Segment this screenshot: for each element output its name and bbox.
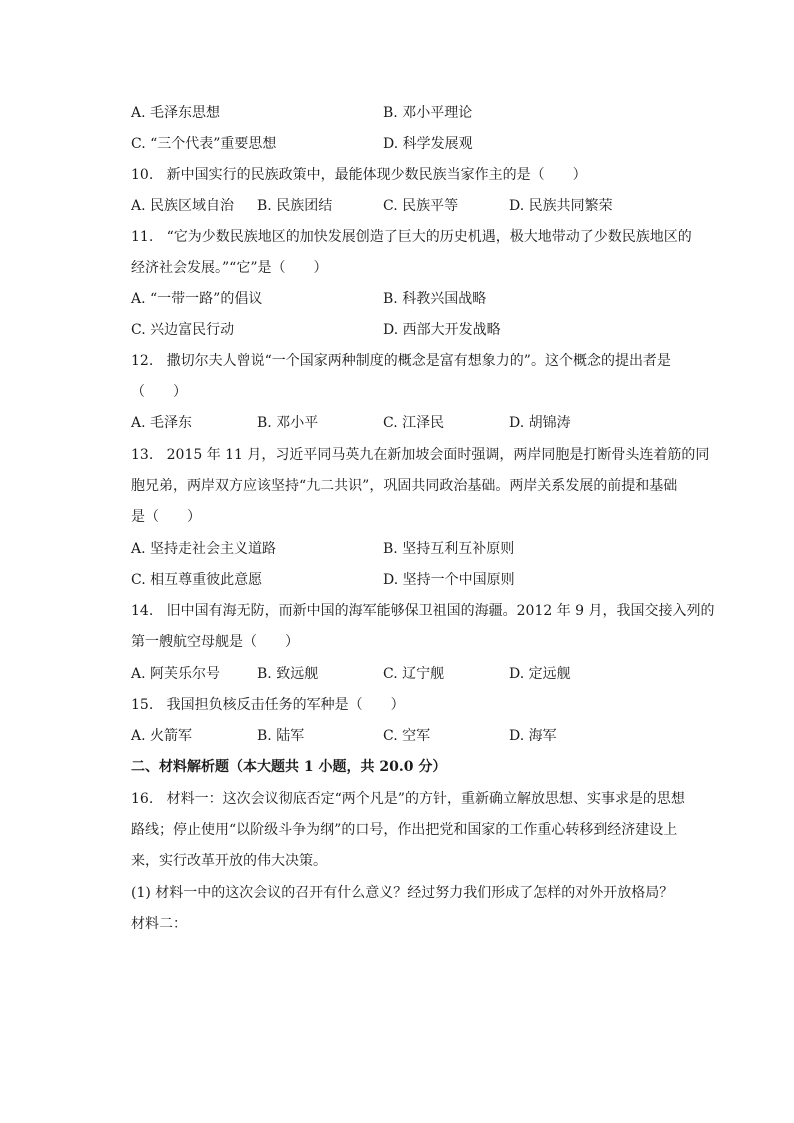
q12-number: 12. — [131, 353, 154, 369]
q11-stem-line-1 — [131, 226, 701, 248]
q14-option-a: A. 阿芙乐尔号 — [131, 666, 221, 682]
section-title: 二、材料解析题（本大题共 1 小题，共 20.0 分） — [131, 759, 447, 775]
q11-option-c: C. 兴边富民行动 — [131, 322, 235, 338]
q12-options-row — [131, 412, 701, 434]
q9-options-row-1 — [131, 102, 701, 124]
q16-material2-label — [131, 913, 701, 935]
q13-options-row-1 — [131, 538, 701, 560]
q13-option-d: D. 坚持一个中国原则 — [383, 572, 515, 588]
q13-number: 13. — [131, 447, 154, 463]
q15-number: 15. — [131, 697, 154, 713]
q13-options-row-2 — [131, 569, 701, 591]
q11-stem-line-2 — [131, 257, 701, 279]
q13-stem-line-1 — [131, 444, 710, 466]
q12-option-d: D. 胡锦涛 — [509, 415, 571, 431]
section-heading — [131, 756, 446, 778]
q11-option-a: A. “一带一路”的倡议 — [131, 291, 263, 307]
q10-options-row — [131, 195, 701, 217]
q9-options-row-2 — [131, 133, 701, 155]
q10-number: 10. — [131, 167, 154, 183]
q16-number: 16. — [131, 791, 154, 807]
q12-stem-line-1 — [131, 350, 701, 372]
q10-option-d: D. 民族共同繁荣 — [509, 198, 613, 214]
q16-material1-line-1 — [131, 788, 701, 810]
q14-stem-line-2 — [131, 631, 701, 653]
q16-material1-line-2 — [131, 819, 701, 841]
q10-option-a: A. 民族区域自治 — [131, 198, 235, 214]
q14-option-c: C. 辽宁舰 — [383, 666, 445, 682]
q16-material2-text: 材料二： — [131, 916, 187, 932]
q16-sub-1-text: (1) 材料一中的这次会议的召开有什么意义？经过努力我们形成了怎样的对外开放格局？ — [131, 885, 674, 901]
q14-options-row — [131, 663, 701, 685]
q14-stem-text-1: 旧中国有海无防，而新中国的海军能够保卫祖国的海疆。2012 年 9 月，我国交接入列的 — [166, 603, 715, 619]
q10-option-b: B. 民族团结 — [257, 198, 333, 214]
q11-option-d: D. 西部大开发战略 — [383, 322, 501, 338]
q11-options-row-2 — [131, 319, 701, 341]
q15-option-a: A. 火箭军 — [131, 728, 193, 744]
q12-option-b: B. 邓小平 — [257, 415, 319, 431]
q14-option-b: B. 致远舰 — [257, 666, 319, 682]
q16-line-3: 来，实行改革开放的伟大决策。 — [131, 853, 327, 869]
q12-option-c: C. 江泽民 — [383, 415, 445, 431]
q15-options-row — [131, 725, 701, 747]
q14-option-d: D. 定远舰 — [509, 666, 571, 682]
q13-option-a: A. 坚持走社会主义道路 — [131, 541, 277, 557]
q12-option-a: A. 毛泽东 — [131, 415, 193, 431]
q15-stem-text: 我国担负核反击任务的军种是（ ） — [166, 697, 405, 713]
q13-stem-line-3 — [131, 506, 701, 528]
q11-options-row-1 — [131, 288, 701, 310]
q13-option-c: C. 相互尊重彼此意愿 — [131, 572, 263, 588]
q12-stem-text-2: （ ） — [131, 384, 187, 400]
q16-line-1: 材料一：这次会议彻底否定“两个凡是”的方针，重新确立解放思想、实事求是的思想 — [166, 791, 685, 807]
q11-stem-text-2: 经济社会发展。”“它”是（ ） — [131, 260, 328, 276]
q10-option-c: C. 民族平等 — [383, 198, 459, 214]
q13-option-b: B. 坚持互利互补原则 — [383, 541, 515, 557]
q13-stem-text-3: 是（ ） — [131, 509, 201, 525]
q10-stem-text: 新中国实行的民族政策中，最能体现少数民族当家作主的是（ ） — [166, 167, 587, 183]
q16-material1-line-3 — [131, 850, 701, 872]
q13-stem-line-2 — [131, 475, 701, 497]
q16-line-2: 路线；停止使用“以阶级斗争为纲”的口号，作出把党和国家的工作重心转移到经济建设上 — [131, 822, 678, 838]
q11-option-b: B. 科教兴国战略 — [383, 291, 487, 307]
q9-option-b: B. 邓小平理论 — [383, 105, 473, 121]
q15-stem — [131, 694, 701, 716]
q16-subquestion-1 — [131, 882, 701, 904]
q15-option-d: D. 海军 — [509, 728, 557, 744]
q9-option-a: A. 毛泽东思想 — [131, 105, 221, 121]
q12-stem-text-1: 撒切尔夫人曾说“一个国家两种制度的概念是富有想象力的”。这个概念的提出者是 — [166, 353, 671, 369]
q11-stem-text-1: “它为少数民族地区的加快发展创造了巨大的历史机遇，极大地带动了少数民族地区的 — [166, 229, 692, 245]
q9-option-d: D. 科学发展观 — [383, 136, 473, 152]
q9-option-c: C. “三个代表”重要思想 — [131, 136, 277, 152]
q10-stem — [131, 164, 701, 186]
q13-stem-text-1: 2015 年 11 月，习近平同马英九在新加坡会面时强调，两岸同胞是打断骨头连着筋的同 — [166, 447, 710, 463]
q12-stem-line-2 — [131, 381, 701, 403]
q15-option-c: C. 空军 — [383, 728, 431, 744]
q14-stem-text-2: 第一艘航空母舰是（ ） — [131, 634, 299, 650]
q15-option-b: B. 陆军 — [257, 728, 305, 744]
q13-stem-text-2: 胞兄弟，两岸双方应该坚持“九二共识”，巩固共同政治基础。两岸关系发展的前提和基础 — [131, 478, 678, 494]
q14-stem-line-1 — [131, 600, 715, 622]
q14-number: 14. — [131, 603, 154, 619]
q11-number: 11. — [131, 229, 154, 245]
